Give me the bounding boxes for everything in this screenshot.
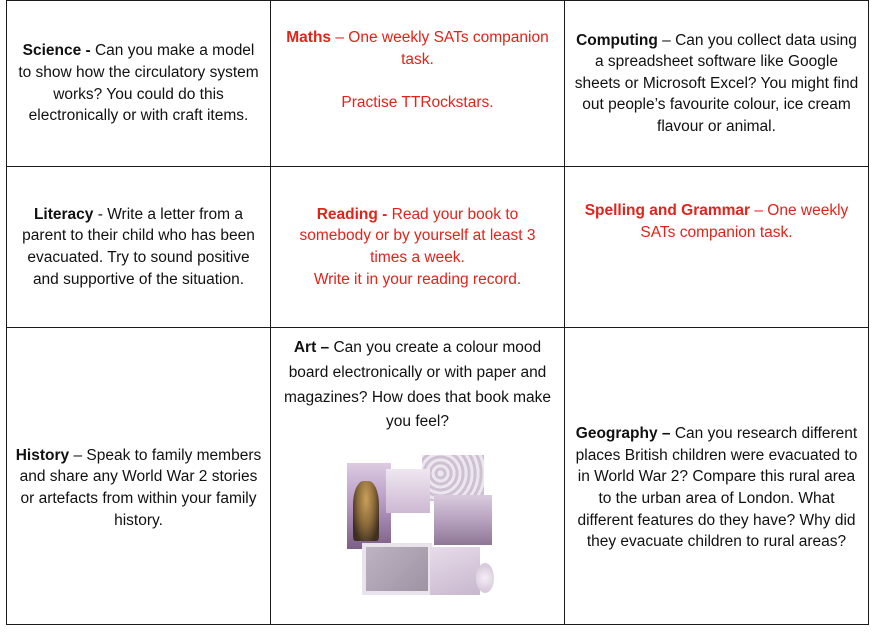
cell-computing [565,1,869,167]
homework-grid [6,0,869,625]
cell-history [7,328,271,625]
mood-tile-buddha [353,481,379,541]
task-extra-maths: Practise TTRockstars. [341,94,494,112]
subject-literacy: Literacy [33,205,94,223]
mood-tile-tree-reflection [434,495,492,545]
cell-art [271,328,565,625]
task-text-art: Can you create a colour mood board electronically or with paper and magazines? How does that book make you feel? [283,339,552,431]
subject-maths: Maths [286,29,332,47]
cell-maths [271,1,565,167]
subject-science: Science - [22,42,95,60]
task-extra-reading: Write it in your reading record. [313,270,522,288]
task-text-geography: Can you research different places British children were evacuated to in World War 2? Compare this rural area to the urban area of London. What different features do they have? Why did they evacuate children to rural areas? [575,425,858,551]
mood-tile-lilac-sky [386,469,430,513]
subject-history: History [15,446,70,464]
cell-literacy [7,167,271,328]
cell-geography [565,328,869,625]
task-text-science: Can you make a model to show how the circulatory system works? You could do this electronically or with craft items. [18,42,259,125]
task-text-spelling-grammar: – One weekly SATs companion task. [640,202,849,241]
mood-tile-fabric [430,547,480,595]
task-text-computing: – Can you collect data using a spreadsheet software like Google sheets or Microsoft Excel? You might find out people’s favourite colour, ice cream flavour or animal. [574,31,859,135]
mood-tile-grey-square [362,543,432,595]
task-text-history: – Speak to family members and share any World War 2 stories or artefacts from within your family history. [19,446,262,529]
subject-geography: Geography – [575,425,675,443]
subject-reading: Reading - [316,205,392,223]
cell-science [7,1,271,167]
task-text-reading: Read your book to somebody or by yourself at least 3 times a week. [299,205,536,266]
cell-spelling-grammar [565,167,869,328]
subject-art: Art – [293,339,334,356]
subject-spelling-grammar: Spelling and Grammar [584,202,751,220]
subject-computing: Computing [576,31,658,49]
mood-tile-flower [476,563,494,593]
mood-board-image [342,455,494,597]
cell-reading [271,167,565,328]
task-text-maths: – One weekly SATs companion task. [331,29,549,68]
task-text-literacy: - Write a letter from a parent to their child who has been evacuated. Try to sound positive and supportive of the situation. [22,205,255,288]
